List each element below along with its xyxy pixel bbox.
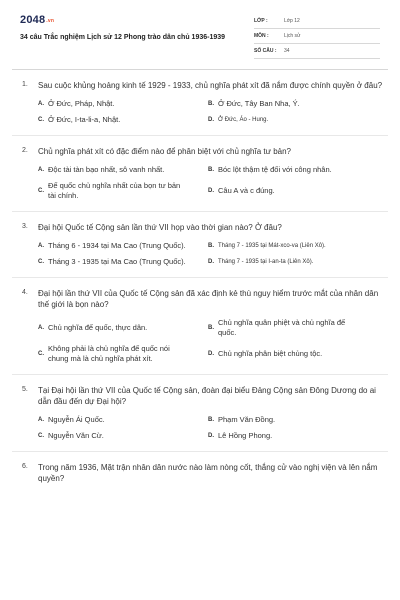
option-list: [0, 241, 400, 273]
option-letter: A.: [38, 417, 44, 423]
option-text: Không phải là chủ nghĩa đế quốc nói chung mà là chủ nghĩa phát xít.: [48, 344, 170, 363]
question-divider: [12, 135, 388, 136]
option-letter: C.: [38, 259, 44, 265]
question-divider: [12, 374, 388, 375]
logo-suffix: .vn: [46, 18, 55, 24]
option-letter: D.: [208, 259, 214, 265]
question-text: Đại hội lần thứ VII của Quốc tế Cộng sản đã xác định kẻ thù nguy hiểm trước mắt của nhân dân thế giới là bọn nào?: [38, 289, 379, 309]
option-letter: B.: [208, 325, 214, 331]
meta-value: Lớp 12: [284, 18, 300, 24]
question-5: [0, 385, 400, 452]
option-letter: B.: [208, 243, 214, 249]
question-divider: [12, 211, 388, 212]
option-a[interactable]: [38, 165, 208, 175]
question-text: Sau cuộc khủng hoảng kinh tế 1929 - 1933, chủ nghĩa phát xít đã nắm được chính quyền ở đâu?: [38, 81, 383, 90]
question-2: [0, 146, 400, 212]
option-text: Tháng 6 - 1934 tại Ma Cao (Trung Quốc).: [48, 241, 186, 250]
question-number: 1.: [22, 81, 28, 88]
option-text: Ở Đức, Áo - Hung.: [218, 117, 269, 123]
meta-row-class: [254, 14, 380, 29]
option-text: Lê Hồng Phong.: [218, 431, 273, 440]
option-letter: A.: [38, 325, 44, 331]
option-text: Chủ nghĩa đế quốc, thực dân.: [48, 323, 148, 332]
question-text: Trong năm 1936, Mặt trận nhân dân nước nào làm nòng cốt, thắng cử vào nghị viện và lên nắm quyền?: [38, 463, 378, 483]
meta-row-subject: [254, 29, 380, 44]
option-text: Độc tài tàn bạo nhất, sô vanh nhất.: [48, 165, 165, 174]
option-b[interactable]: [208, 318, 378, 338]
question-divider: [12, 451, 388, 452]
option-text: Tháng 7 - 1935 tại I-an-ta (Liên Xô).: [218, 259, 314, 265]
option-letter: D.: [208, 351, 214, 357]
header: [0, 0, 400, 58]
meta-row-count: [254, 44, 380, 59]
header-divider: [12, 69, 388, 70]
meta-value: Lịch sử: [284, 33, 301, 39]
option-text: Ở Đức, I-ta-li-a, Nhật.: [48, 115, 121, 124]
option-text: Đế quốc chủ nghĩa nhất của bọn tư bản tài chính.: [48, 181, 181, 200]
question-number: 3.: [22, 223, 28, 230]
option-text: Câu A và c đúng.: [218, 186, 275, 195]
document-meta: [254, 14, 380, 59]
option-b[interactable]: [208, 99, 378, 109]
option-text: Nguyễn Văn Cừ.: [48, 431, 104, 440]
option-d[interactable]: [208, 344, 378, 364]
option-b[interactable]: [208, 165, 378, 175]
option-letter: B.: [208, 101, 214, 107]
option-letter: C.: [38, 351, 44, 357]
site-logo[interactable]: [20, 14, 54, 26]
option-text: Ở Đức, Tây Ban Nha, Ý.: [218, 99, 300, 108]
option-d[interactable]: [208, 181, 378, 201]
option-text: Ở Đức, Pháp, Nhật.: [48, 99, 115, 108]
option-text: Nguyễn Ái Quốc.: [48, 415, 105, 424]
question-text: Tại Đại hội lần thứ VII của Quốc tế Cộng sản, đoàn đại biểu Đảng Cộng sản Đông Dương do ai dẫn đầu đến dự Đại hội?: [38, 386, 376, 406]
meta-label: SỐ CÂU :: [254, 48, 277, 54]
option-letter: A.: [38, 243, 44, 249]
option-a[interactable]: [38, 415, 208, 425]
option-letter: D.: [208, 188, 214, 194]
question-4: [0, 288, 400, 375]
option-letter: D.: [208, 433, 214, 439]
option-d[interactable]: [208, 115, 378, 125]
option-letter: C.: [38, 188, 44, 194]
option-c[interactable]: [38, 431, 208, 441]
option-letter: A.: [38, 167, 44, 173]
option-list: [0, 415, 400, 447]
option-letter: B.: [208, 417, 214, 423]
option-c[interactable]: [38, 115, 208, 125]
option-text: Phạm Văn Đồng.: [218, 415, 276, 424]
question-list: [0, 80, 400, 484]
question-number: 5.: [22, 386, 28, 393]
option-d[interactable]: [208, 431, 378, 441]
option-text: Tháng 3 - 1935 tại Ma Cao (Trung Quốc).: [48, 257, 186, 266]
meta-label: MÔN :: [254, 33, 269, 39]
option-d[interactable]: [208, 257, 378, 267]
question-6: [0, 462, 400, 484]
document-title: 34 câu Trắc nghiệm Lịch sử 12 Phong trào dân chủ 1936-1939: [20, 34, 226, 41]
option-letter: C.: [38, 433, 44, 439]
logo-text: 2048: [20, 14, 46, 26]
question-number: 4.: [22, 289, 28, 296]
option-b[interactable]: [208, 241, 378, 251]
option-b[interactable]: [208, 415, 378, 425]
option-a[interactable]: [38, 241, 208, 251]
option-a[interactable]: [38, 318, 208, 338]
option-letter: D.: [208, 117, 214, 123]
option-a[interactable]: [38, 99, 208, 109]
meta-value: 34: [284, 48, 290, 54]
question-number: 6.: [22, 463, 28, 470]
option-letter: C.: [38, 117, 44, 123]
option-text: Bóc lột thậm tệ đối với công nhân.: [218, 165, 332, 174]
option-c[interactable]: [38, 257, 208, 267]
question-number: 2.: [22, 147, 28, 154]
option-letter: A.: [38, 101, 44, 107]
option-list: [0, 99, 400, 131]
option-text: Chủ nghĩa phân biệt chủng tộc.: [218, 349, 323, 358]
option-c[interactable]: [38, 181, 208, 201]
option-list: [0, 318, 400, 370]
question-divider: [12, 277, 388, 278]
question-text: Đại hội Quốc tế Cộng sản lần thứ VII họp vào thời gian nào? Ở đâu?: [38, 223, 282, 232]
option-letter: B.: [208, 167, 214, 173]
option-text: Chủ nghĩa quân phiệt và chủ nghĩa đế quốc.: [218, 318, 346, 337]
meta-label: LỚP :: [254, 18, 268, 24]
question-3: [0, 222, 400, 278]
question-1: [0, 80, 400, 136]
option-c[interactable]: [38, 344, 208, 364]
question-text: Chủ nghĩa phát xít có đặc điểm nào để phân biệt với chủ nghĩa tư bản?: [38, 147, 291, 156]
option-text: Tháng 7 - 1935 tại Mát-xco-va (Liên Xô).: [218, 243, 326, 249]
option-list: [0, 165, 400, 207]
